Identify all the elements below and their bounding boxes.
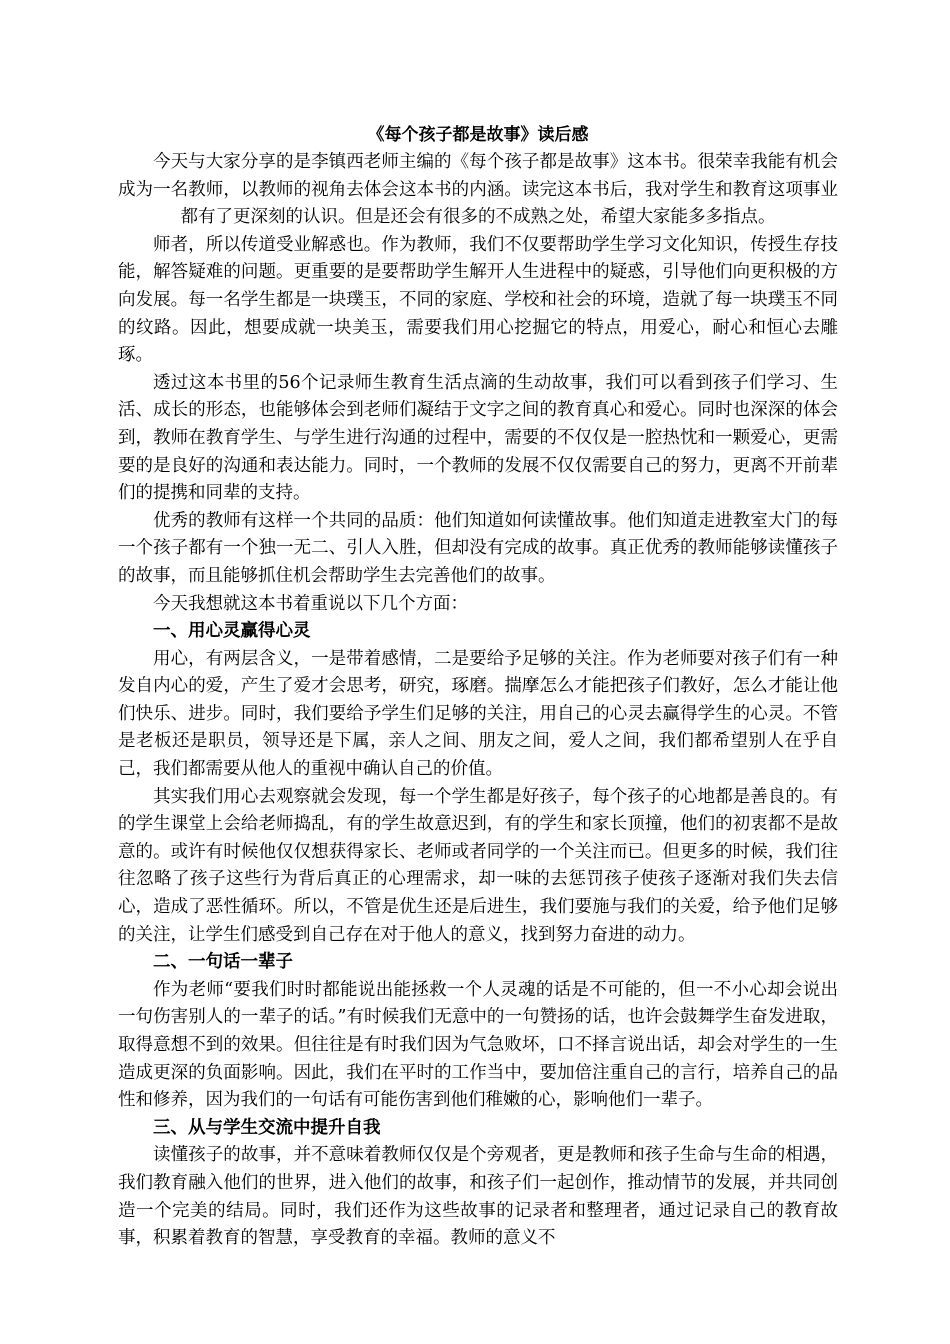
section-heading-3: 三、从与学生交流中提升自我 [153,1117,381,1138]
paragraph-aspects-intro: 今天我想就这本书着重说以下几个方面： [153,593,468,614]
section-heading-2: 二、一句话一辈子 [153,952,293,973]
paragraph-intro: 今天与大家分享的是李镇西老师主编的《每个孩子都是故事》这本书。很荣幸我能有机会成为一名教师，以教师的视角去体会这本书的内涵。读完这本书后，我对学生和教育这项事业都有了更深刻的认识。但是还会有很多的不成熟之处，希望大家能多多指点。 [118,152,838,228]
document-title: 《每个孩子都是故事》读后感 [367,125,589,145]
section1-paragraph-1: 用心，有两层含义，一是带着感情，二是要给予足够的关注。作为老师要对孩子们有一种发自内心的爱，产生了爱才会思考，研究，琢磨。揣摩怎么才能把孩子们教好，怎么才能让他们快乐、进步。同时，我们要给予学生们足够的关注，用自己的心灵去赢得学生的心灵。不管是老板还是职员，领导还是下属，亲人之间、朋友之间，爱人之间，我们都希望别人在乎自己，我们都需要从他人的重视中确认自己的价值。 [118,648,838,780]
document-page [118,122,838,1253]
section1-paragraph-2: 其实我们用心去观察就会发现，每一个学生都是好孩子，每个孩子的心地都是善良的。有的学生课堂上会给老师捣乱，有的学生故意迟到，有的学生和家长顶撞，他们的初衷都不是故意的。或许有时候他仅仅想获得家长、老师或者同学的一个关注而已。但更多的时候，我们往往忽略了孩子这些行为背后真正的心理需求，却一味的去惩罚孩子使孩子逐渐对我们失去信心，造成了恶性循环。所以，不管是优生还是后进生，我们要施与我们的关爱，给予他们足够的关注，让学生们感受到自己存在对于他人的意义，找到努力奋进的动力。 [118,786,838,945]
paragraph-book-stories: 透过这本书里的56个记录师生教育生活点滴的生动故事，我们可以看到孩子们学习、生活、成长的形态，也能够体会到老师们凝结于文字之间的教育真心和爱心。同时也深深的体会到，教师在教育学生、与学生进行沟通的过程中，需要的不仅仅是一腔热忱和一颗爱心，更需要的是良好的沟通和表达能力。同时，一个教师的发展不仅仅需要自己的努力，更离不开前辈们的提携和同辈的支持。 [118,372,838,504]
section-heading-1: 一、用心灵赢得心灵 [153,621,311,642]
section3-paragraph-1: 读懂孩子的故事，并不意味着教师仅仅是个旁观者，更是教师和孩子生命与生命的相遇，我们教育融入他们的世界，进入他们的故事，和孩子们一起创作，推动情节的发展，并共同创造一个完美的结局。同时，我们还作为这些故事的记录者和整理者，通过记录自己的教育故事，积累着教育的智慧，享受教育的幸福。教师的意义不 [118,1145,838,1249]
paragraph-excellent-teachers: 优秀的教师有这样一个共同的品质：他们知道如何读懂故事。他们知道走进教室大门的每一个孩子都有一个独一无二、引人入胜，但却没有完成的故事。真正优秀的教师能够读懂孩子的故事，而且能够抓住机会帮助学生去完善他们的故事。 [118,510,838,586]
section2-paragraph-1: 作为老师“要我们时时都能说出能拯救一个人灵魂的话是不可能的，但一不小心却会说出一句伤害别人的一辈子的话。”有时候我们无意中的一句赞扬的话，也许会鼓舞学生奋发进取，取得意想不到的效果。但往往是有时我们因为气急败坏，口不择言说出话，却会对学生的一生造成更深的负面影响。因此，我们在平时的工作当中，要加倍注重自己的言行，培养自己的品性和修养，因为我们的一句话有可能伤害到他们稚嫩的心，影响他们一辈子。 [118,979,838,1111]
paragraph-teacher-role: 师者，所以传道受业解惑也。作为教师，我们不仅要帮助学生学习文化知识，传授生存技能，解答疑难的问题。更重要的是要帮助学生解开人生进程中的疑惑，引导他们向更积极的方向发展。每一名学生都是一块璞玉，不同的家庭、学校和社会的环境，造就了每一块璞玉不同的纹路。因此，想要成就一块美玉，需要我们用心挖掘它的特点，用爱心，耐心和恒心去雕琢。 [118,234,838,366]
